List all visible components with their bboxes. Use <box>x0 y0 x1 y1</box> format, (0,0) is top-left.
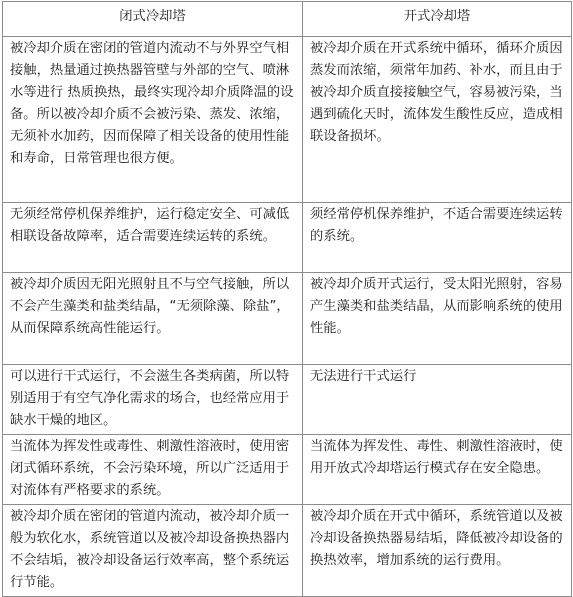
header-closed-tower: 闭式冷却塔 <box>3 2 303 37</box>
open-tower-cell: 被冷却介质在开式中循环，系统管道以及被冷却设备换热器易结垢，降低被冷却设备的换热效率，增加系统的运行费用。 <box>303 505 572 597</box>
table-row <box>3 435 572 505</box>
closed-tower-cell: 当流体为挥发性或毒性、刺激性溶液时，使用密闭式循环系统，不会污染环境，所以广泛适用于对流体有严格要求的系统。 <box>3 435 303 505</box>
table-row <box>3 365 572 435</box>
open-tower-cell: 无法进行干式运行 <box>303 365 572 435</box>
header-open-tower: 开式冷却塔 <box>303 2 572 37</box>
table-row <box>3 273 572 365</box>
comparison-table <box>2 1 572 597</box>
closed-tower-cell: 被冷却介质在密闭的管道内流动不与外界空气相接触，热量通过换热器管壁与外部的空气、喷淋水等进行 热质换热，最终实现冷却介质降温的设备。所以被冷却介质不会被污染、蒸发、浓缩，无须补水加药，因而保障了相关设备的使用性能和寿命，日常管理也很方便。 <box>3 37 303 203</box>
table-row <box>3 203 572 273</box>
open-tower-cell: 被冷却介质在开式系统中循环，循环介质因蒸发而浓缩，须常年加药、补水，而且由于被冷却介质直接接触空气，容易被污染，当遇到硫化天时，流体发生酸性反应，造成相联设备损坏。 <box>303 37 572 203</box>
open-tower-cell: 须经常停机保养维护，不适合需要连续运转的系统。 <box>303 203 572 273</box>
header-row <box>3 2 572 37</box>
closed-tower-cell: 无须经常停机保养维护，运行稳定安全、可减低相联设备故障率，适合需要连续运转的系统。 <box>3 203 303 273</box>
closed-tower-cell: 被冷却介质在密闭的管道内流动，被冷却介质一般为软化水，系统管道以及被冷却设备换热器内不会结垢，被冷却设备运行效率高，整个系统运行节能。 <box>3 505 303 597</box>
closed-tower-cell: 可以进行干式运行，不会滋生各类病菌，所以特别适用于有空气净化需求的场合，也经常应用于缺水干燥的地区。 <box>3 365 303 435</box>
open-tower-cell: 被冷却介质开式运行，受太阳光照射，容易产生藻类和盐类结晶，从而影响系统的使用性能。 <box>303 273 572 365</box>
open-tower-cell: 当流体为挥发性、毒性、刺激性溶液时，使用开放式冷却塔运行模式存在安全隐患。 <box>303 435 572 505</box>
table-row <box>3 37 572 203</box>
closed-tower-cell: 被冷却介质因无阳光照射且不与空气接触，所以不会产生藻类和盐类结晶，“无须除藻、除盐”，从而保障系统高性能运行。 <box>3 273 303 365</box>
